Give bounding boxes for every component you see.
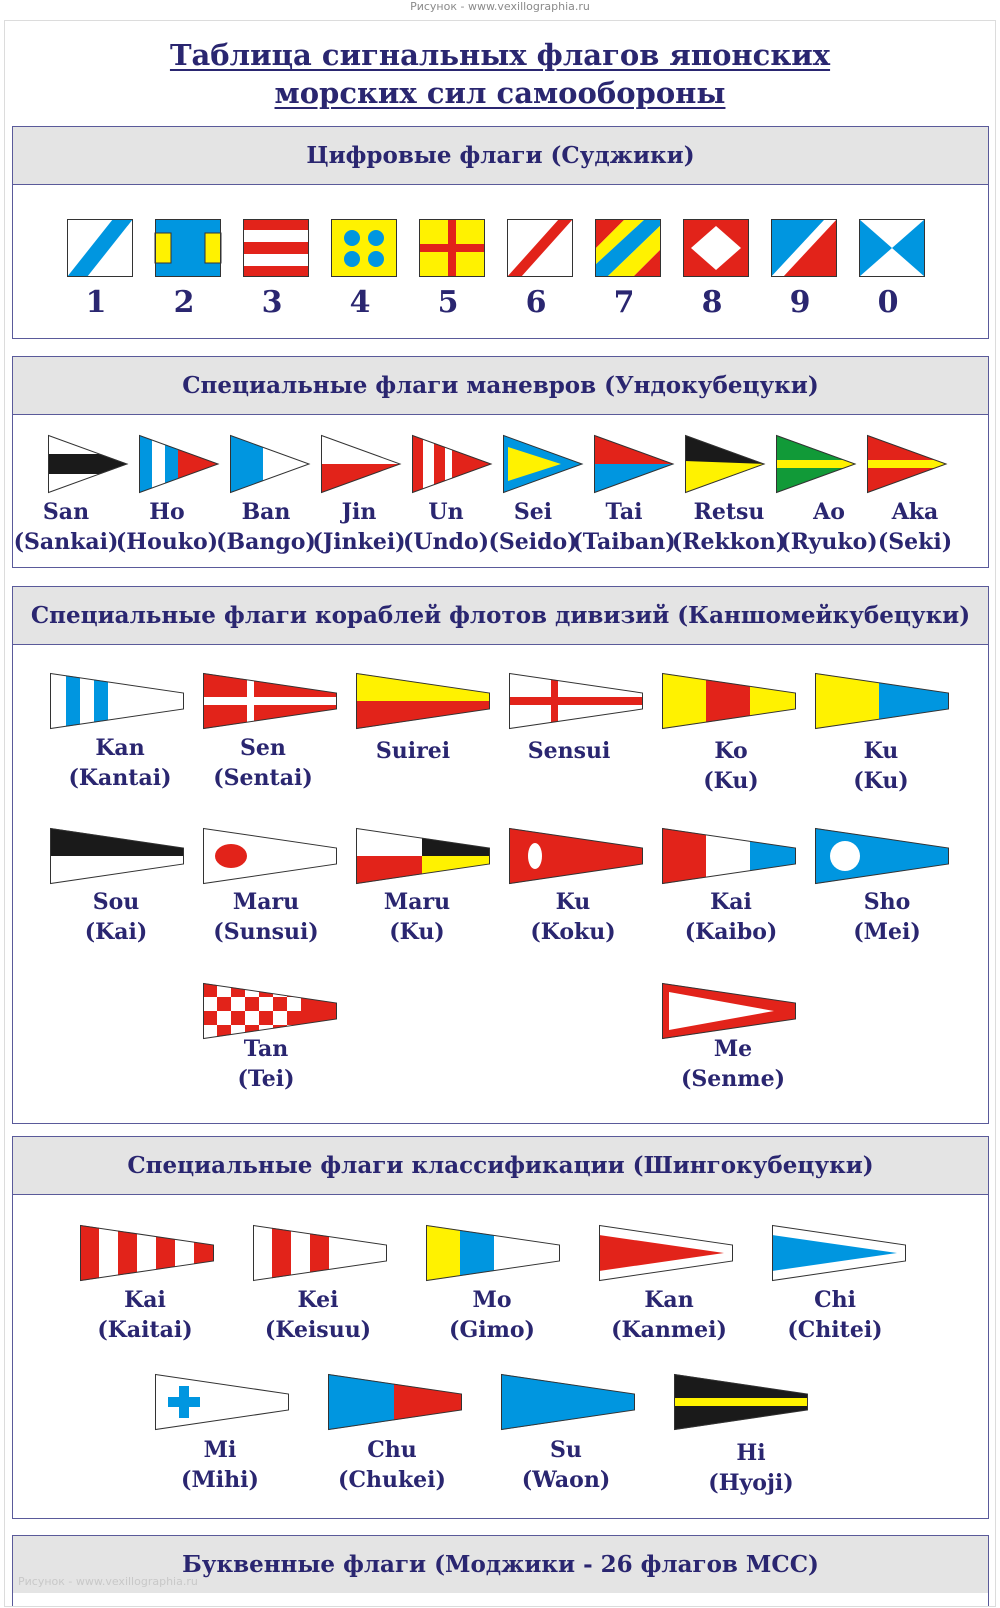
flag-label-name: Hi [736, 1440, 766, 1466]
flag-label-sub: (Taiban) [572, 529, 676, 555]
flag-label-name: Kai [710, 889, 752, 915]
classification-flag-kai-icon [80, 1225, 214, 1281]
page-title-line-1: Таблица сигнальных флагов японских [169, 38, 831, 72]
flag-label-name: Ko [714, 738, 748, 764]
flag-label-name: Me [713, 1036, 753, 1062]
flag-label [201, 1034, 331, 1094]
flag-label-name: Un [428, 499, 464, 525]
numeral-digit: 8 [701, 285, 723, 320]
flag-label-sub: (Gimo) [449, 1317, 535, 1343]
flag-label-sub: (Keisuu) [264, 1317, 372, 1343]
flag-label-sub: (Ku) [703, 768, 759, 794]
division-flag-tan-icon [203, 983, 337, 1039]
maneuver-flag-ban-icon [230, 435, 310, 493]
flag-label [352, 887, 482, 947]
flag-label [508, 887, 638, 947]
flag-label [327, 1435, 457, 1495]
division-flag-kai-kaibo-icon [662, 828, 796, 884]
flag-label [501, 1435, 631, 1495]
division-flag-maru-sunsui-icon [203, 828, 337, 884]
section-title: Буквенные флаги (Моджики - 26 флагов МСС) [13, 1536, 988, 1593]
flag-label-sub: (Mihi) [181, 1467, 259, 1493]
division-flags-section [12, 586, 989, 1124]
flag-label [668, 1034, 798, 1094]
numeral-flag-9-icon [771, 219, 837, 277]
flag-label-name: Ban [241, 499, 291, 525]
classification-flags-section [12, 1136, 989, 1519]
division-flag-ko-icon [662, 673, 796, 729]
flag-label-sub: (Ryuko) [780, 529, 878, 555]
flag-label-name: Sou [92, 889, 140, 915]
flag-label [427, 1285, 557, 1345]
flag-label-sub: (Sunsui) [213, 919, 319, 945]
flag-label [604, 1285, 734, 1345]
flag-label-sub: (Houko) [115, 529, 219, 555]
flag-label-name: Kan [644, 1287, 694, 1313]
flag-label-sub: (Waon) [521, 1467, 611, 1493]
flag-label-name: Mi [203, 1437, 237, 1463]
flag-label-sub: (Bango) [216, 529, 316, 555]
division-flag-sensui-icon [509, 673, 643, 729]
page-title [0, 36, 1000, 112]
watermark-bottom: Рисунок - www.vexillographia.ru [18, 1575, 198, 1588]
flag-label-sub: (Seido) [488, 529, 578, 555]
numeral-flag-2-icon [155, 219, 221, 277]
flag-label-sub: (Sentai) [213, 765, 313, 791]
flag-label-name: Tai [605, 499, 643, 525]
numeral-flags-section [12, 126, 989, 339]
classification-flag-hi-icon [674, 1374, 808, 1430]
numeral-flag-5-icon [419, 219, 485, 277]
maneuver-flags-section [12, 356, 989, 568]
flag-label-sub: (Ku) [389, 919, 445, 945]
flag-label-name: Maru [383, 889, 451, 915]
division-flag-ku-icon [815, 673, 949, 729]
maneuver-flag-un-icon [412, 435, 492, 493]
section-title: Цифровые флаги (Суджики) [13, 127, 988, 185]
flag-label-sub: (Rekkon) [671, 529, 787, 555]
numeral-digit: 4 [349, 285, 371, 320]
division-flag-suirei-icon [356, 673, 490, 729]
flag-label [822, 887, 952, 947]
flag-label [504, 736, 634, 766]
flag-label-name: Ho [149, 499, 185, 525]
numeral-flag-4-icon [331, 219, 397, 277]
flag-label-name: Ao [813, 499, 845, 525]
flag-label-sub: (Kai) [84, 919, 148, 945]
flag-label-name: Chu [367, 1437, 417, 1463]
flag-label-sub: (Kantai) [68, 765, 172, 791]
numeral-digit: 3 [261, 285, 283, 320]
maneuver-flag-jin-icon [321, 435, 401, 493]
numeral-flag-6-icon [507, 219, 573, 277]
division-flag-sho-icon [815, 828, 949, 884]
numeral-digit: 6 [525, 285, 547, 320]
flag-label-name: Aka [891, 499, 939, 525]
flag-label-name: Tan [243, 1036, 289, 1062]
numeral-digit: 9 [789, 285, 811, 320]
flag-label [666, 887, 796, 947]
maneuver-flag-san-icon [48, 435, 128, 493]
numeral-flag-3-icon [243, 219, 309, 277]
flag-label-sub: (Undo) [402, 529, 490, 555]
flag-label-name: Sho [863, 889, 911, 915]
division-flag-kan-icon [50, 673, 184, 729]
numeral-flag-0-icon [859, 219, 925, 277]
flag-label-name: Jin [341, 499, 377, 525]
maneuver-flag-aka-icon [867, 435, 947, 493]
flag-label-sub: (Chitei) [787, 1317, 883, 1343]
flag-label [201, 887, 331, 947]
flag-label-sub: (Chukei) [338, 1467, 446, 1493]
flag-label [155, 1435, 285, 1495]
maneuver-flag-ao-icon [776, 435, 856, 493]
flag-label-name: Sensui [527, 738, 611, 764]
division-flag-sou-icon [50, 828, 184, 884]
flag-label-name: Ku [863, 738, 899, 764]
classification-flag-mo-icon [426, 1225, 560, 1281]
division-flag-maru-ku-icon [356, 828, 490, 884]
watermark-top: Рисунок - www.vexillographia.ru [410, 0, 590, 13]
flag-label [770, 1285, 900, 1345]
numeral-flag-8-icon [683, 219, 749, 277]
maneuver-flag-retsu-icon [685, 435, 765, 493]
division-flag-ku-koku-icon [509, 828, 643, 884]
section-title: Специальные флаги классификации (Шингокубецуки) [13, 1137, 988, 1195]
numeral-digit: 0 [877, 285, 899, 320]
maneuver-flag-ho-icon [139, 435, 219, 493]
flag-label-name: Mo [472, 1287, 512, 1313]
flag-label-name: Kei [297, 1287, 339, 1313]
flag-label-sub: (Seki) [877, 529, 953, 555]
flag-label-sub: (Jinkei) [312, 529, 406, 555]
letter-flags-section [12, 1535, 989, 1606]
maneuver-flag-tai-icon [594, 435, 674, 493]
flag-label [198, 733, 328, 793]
flag-label-sub: (Mei) [853, 919, 921, 945]
maneuver-flag-sei-icon [503, 435, 583, 493]
flag-label-sub: (Sankai) [13, 529, 119, 555]
flag-label-name: Sei [513, 499, 553, 525]
numeral-digit: 5 [437, 285, 459, 320]
flag-label [666, 736, 796, 796]
flag-label-sub: (Ku) [853, 768, 909, 794]
flag-label-sub: (Kanmei) [611, 1317, 727, 1343]
flag-label-name: San [42, 499, 90, 525]
section-title: Специальные флаги кораблей флотов дивизий (Каншомейкубецуки) [13, 587, 988, 645]
classification-flag-su-icon [501, 1374, 635, 1430]
numeral-flag-7-icon [595, 219, 661, 277]
section-title: Специальные флаги маневров (Ундокубецуки) [13, 357, 988, 415]
numeral-digit: 1 [85, 285, 107, 320]
flag-label [686, 1438, 816, 1498]
flag-label-sub: (Kaitai) [97, 1317, 193, 1343]
classification-flag-kan-icon [599, 1225, 733, 1281]
flag-label [80, 1285, 210, 1345]
flag-label [816, 736, 946, 796]
flag-label-sub: (Hyoji) [708, 1470, 794, 1496]
flag-label [55, 733, 185, 793]
flag-label-sub: (Senme) [681, 1066, 785, 1092]
page-title-line-2: морских сил самообороны [274, 76, 726, 110]
numeral-flag-1-icon [67, 219, 133, 277]
flag-label-name: Suirei [375, 738, 451, 764]
flag-label-sub: (Tei) [237, 1066, 295, 1092]
classification-flag-kei-icon [253, 1225, 387, 1281]
numeral-digit: 2 [173, 285, 195, 320]
flag-label-name: Kai [124, 1287, 166, 1313]
flag-label-name: Kan [95, 735, 145, 761]
flag-label-sub: (Kaibo) [684, 919, 778, 945]
flag-label-name: Ku [555, 889, 591, 915]
classification-flag-chi-icon [772, 1225, 906, 1281]
flag-label [348, 736, 478, 766]
classification-flag-mi-icon [155, 1374, 289, 1430]
numeral-digit: 7 [613, 285, 635, 320]
flag-label [253, 1285, 383, 1345]
flag-label-name: Sen [240, 735, 286, 761]
flag-label-name: Maru [232, 889, 300, 915]
division-flag-sen-icon [203, 673, 337, 729]
division-flag-me-icon [662, 983, 796, 1039]
flag-label-name: Su [550, 1437, 582, 1463]
flag-label [850, 497, 980, 557]
classification-flag-chu-icon [328, 1374, 462, 1430]
flag-label-name: Chi [814, 1287, 856, 1313]
flag-label-name: Retsu [693, 499, 765, 525]
flag-label [51, 887, 181, 947]
flag-label-sub: (Koku) [530, 919, 616, 945]
